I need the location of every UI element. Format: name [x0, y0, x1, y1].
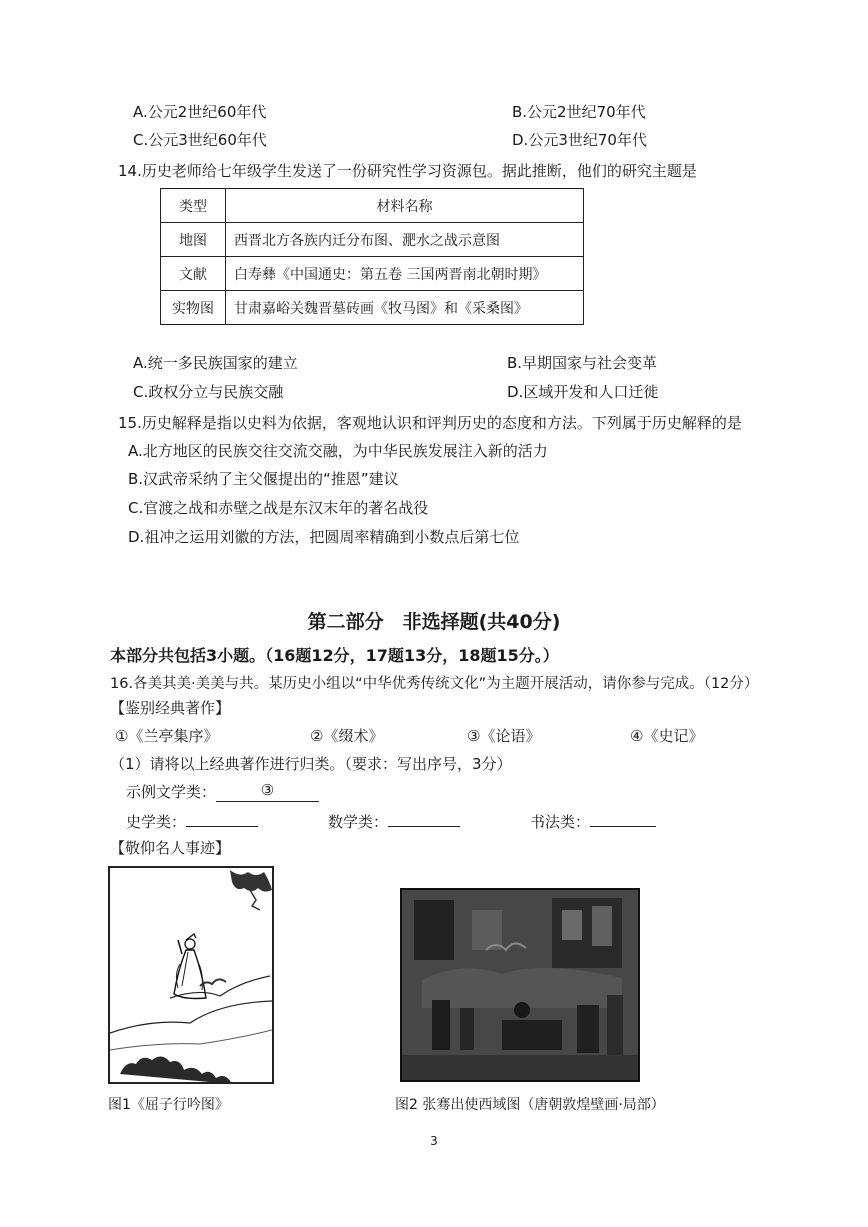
example-answer-blank — [216, 781, 319, 802]
q14-option-b: B.早期国家与社会变革 — [507, 354, 658, 372]
example-label: 示例文学类： — [126, 783, 217, 801]
part2-intro: 本部分共包括3小题。（16题12分，17题13分，18题15分。） — [110, 646, 559, 665]
table-header: 类型 — [161, 189, 226, 223]
table-row — [161, 291, 584, 325]
qu-yuan-figure-drawing — [110, 868, 272, 1082]
sub-question-1: （1）请将以上经典著作进行归类。（要求：写出序号，3分） — [110, 755, 512, 773]
q14-option-c: C.政权分立与民族交融 — [133, 383, 284, 401]
example-answer: ③ — [260, 781, 275, 799]
figure-2-caption: 图2 张骞出使西域图（唐朝敦煌壁画·局部） — [395, 1097, 665, 1113]
zhang-qian-mural-image — [402, 890, 638, 1080]
table-row — [161, 257, 584, 291]
table-cell: 白寿彝《中国通史：第五卷 三国两晋南北朝时期》 — [226, 257, 584, 291]
section-famous-people: 【敬仰名人事迹】 — [110, 839, 231, 857]
q15-option-d: D.祖冲之运用刘徽的方法，把圆周率精确到小数点后第七位 — [128, 528, 520, 546]
history-answer-blank[interactable] — [186, 810, 258, 827]
table-cell: 西晋北方各族内迁分布图、淝水之战示意图 — [226, 223, 584, 257]
table-cell: 实物图 — [161, 291, 226, 325]
part2-title: 第二部分 非选择题(共40分) — [307, 611, 561, 633]
calligraphy-label: 书法类： — [530, 813, 591, 831]
calligraphy-line — [530, 810, 656, 832]
history-line — [126, 810, 258, 832]
q15-option-a: A.北方地区的民族交往交流交融，为中华民族发展注入新的活力 — [128, 442, 548, 460]
figure-1-caption: 图1《屈子行吟图》 — [108, 1097, 229, 1113]
q15-stem: 15.历史解释是指以史料为依据，客观地认识和评判历史的态度和方法。下列属于历史解释的是 — [118, 414, 742, 432]
table-cell: 甘肃嘉峪关魏晋墓砖画《牧马图》和《采桑图》 — [226, 291, 584, 325]
calligraphy-answer-blank[interactable] — [590, 810, 656, 827]
history-label: 史学类： — [126, 813, 187, 831]
q16-stem: 16.各美其美·美美与共。某历史小组以“中华优秀传统文化”为主题开展活动，请你参与完成。（12分） — [110, 676, 759, 692]
section-classic-works: 【鉴别经典著作】 — [110, 699, 231, 717]
q14-material-table — [160, 188, 584, 325]
q15-option-b: B.汉武帝采纳了主父偃提出的“推恩”建议 — [128, 470, 399, 488]
math-answer-blank[interactable] — [388, 810, 460, 827]
table-cell: 文献 — [161, 257, 226, 291]
work-item: ①《兰亭集序》 — [115, 727, 219, 745]
table-cell: 地图 — [161, 223, 226, 257]
figure-1-image — [108, 866, 274, 1084]
page-number: 3 — [430, 1134, 438, 1148]
work-item: ③《论语》 — [467, 727, 541, 745]
example-line — [126, 781, 319, 802]
q15-option-c: C.官渡之战和赤壁之战是东汉末年的著名战役 — [128, 499, 429, 517]
q13-option-b: B.公元2世纪70年代 — [512, 103, 646, 121]
q14-option-a: A.统一多民族国家的建立 — [133, 354, 298, 372]
work-item: ④《史记》 — [630, 727, 704, 745]
table-row — [161, 223, 584, 257]
q13-option-c: C.公元3世纪60年代 — [133, 131, 267, 149]
table-header-row — [161, 189, 584, 223]
math-line — [328, 810, 460, 832]
math-label: 数学类： — [328, 813, 389, 831]
table-header: 材料名称 — [226, 189, 584, 223]
q14-option-d: D.区域开发和人口迁徙 — [507, 383, 659, 401]
figure-2-image — [400, 888, 640, 1082]
work-item: ②《缀术》 — [310, 727, 384, 745]
q13-option-a: A.公元2世纪60年代 — [133, 103, 267, 121]
q14-stem: 14.历史老师给七年级学生发送了一份研究性学习资源包。据此推断，他们的研究主题是 — [118, 162, 697, 180]
q13-option-d: D.公元3世纪70年代 — [512, 131, 647, 149]
